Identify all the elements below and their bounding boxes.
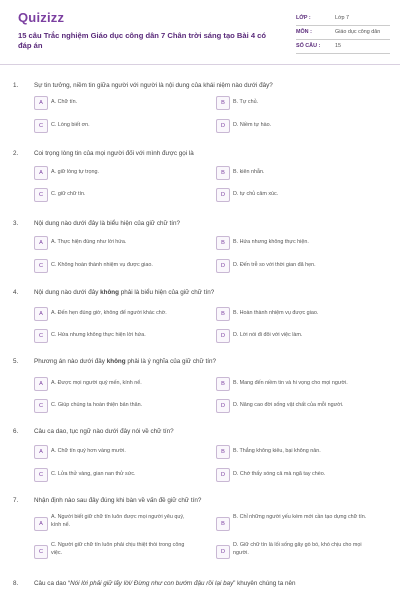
question-text-end: phải là biểu hiện của giữ chữ tín? (119, 289, 215, 296)
option-text: A. Thực hiện đúng như lời hứa. (51, 239, 127, 245)
question-text: Câu ca dao, tục ngữ nào dưới đây nói về chữ tín? (34, 428, 174, 435)
option-text: C. Không hoàn thành nhiệm vụ được giao. (51, 262, 153, 268)
question-text (34, 289, 384, 296)
option-text: C. Giúp chúng ta hoàn thiện bản thân. (51, 402, 143, 408)
option-text: A. Đến hẹn đúng giờ, không để người khác chờ. (51, 310, 167, 316)
option-text: B. Thắng không kiêu, bại không nản. (233, 448, 321, 454)
option-letter-box: D (216, 329, 230, 343)
option-text: B. Hứa nhưng không thực hiện. (233, 239, 309, 245)
option-text: C. Lòng biết ơn. (51, 122, 90, 128)
option-text: B. Tự chủ. (233, 99, 259, 105)
option-letter-box: A (34, 377, 48, 391)
option-text: B. Hoàn thành nhiệm vụ được giao. (233, 310, 319, 316)
option-letter-box: C (34, 329, 48, 343)
document-title: 15 câu Trắc nghiệm Giáo dục công dân 7 Chân trời sáng tạo Bài 4 có đáp án (18, 31, 267, 50)
question-number: 4. (13, 289, 19, 296)
option-text: D. Chớ thấy sóng cả mà ngã tay chèo. (233, 471, 326, 477)
question-number: 3. (13, 220, 19, 227)
question-text-start: Nội dung nào dưới đây (34, 289, 101, 296)
option-letter-box: A (34, 517, 48, 531)
option-text: D. Niềm tự hào. (233, 122, 272, 128)
option-letter-box: C (34, 545, 48, 559)
option-letter-box: C (34, 188, 48, 202)
option-text: B. Chỉ những người yếu kém mới cần tạo dựng chữ tín. (233, 514, 367, 520)
option-text: D. Nâng cao đời sống vật chất của mỗi người. (233, 402, 344, 408)
option-letter-box: B (216, 96, 230, 110)
question-number: 6. (13, 428, 19, 435)
option-text: A. Chữ tín. (51, 99, 78, 105)
question-text-emphasis: không (106, 358, 126, 365)
option-letter-box: C (34, 119, 48, 133)
option-text: A. Chữ tín quý hơn vàng mười. (51, 448, 126, 454)
question-text: Nội dung nào dưới đây là biểu hiện của giữ chữ tín? (34, 220, 180, 227)
question-number: 5. (13, 358, 19, 365)
option-letter-box: C (34, 399, 48, 413)
option-text: C. Hứa nhưng không thực hiện lời hứa. (51, 332, 146, 338)
option-letter-box: B (216, 377, 230, 391)
option-letter-box: B (216, 517, 230, 531)
question-text-emphasis: không (100, 289, 119, 296)
option-text: A. Người biết giữ chữ tín luôn được mọi người yêu quý, kính nể. (51, 514, 185, 528)
quizizz-logo: Quizizz (18, 10, 65, 25)
header (0, 0, 400, 62)
question-number: 2. (13, 150, 19, 157)
option-letter-box: C (34, 259, 48, 273)
question-number: 8. (13, 580, 19, 587)
option-text: D. Lời nói đi đôi với việc làm. (233, 332, 303, 338)
option-text: C. Người giữ chữ tín luôn phải chịu thiệt thòi trong công việc. (51, 542, 185, 556)
question-text: Sự tin tưởng, niềm tin giữa người với người là nội dung của khái niệm nào dưới đây? (34, 82, 273, 89)
meta-key: MÔN : (296, 29, 312, 35)
option-letter-box: B (216, 166, 230, 180)
option-letter-box: B (216, 236, 230, 250)
option-letter-box: A (34, 445, 48, 459)
option-letter-box: A (34, 166, 48, 180)
meta-value: Lớp 7 (335, 15, 350, 21)
option-letter-box: B (216, 307, 230, 321)
question-text-end: ” khuyên chúng ta nên (233, 580, 296, 587)
option-letter-box: D (216, 119, 230, 133)
question-text (34, 580, 384, 587)
option-letter-box: C (34, 468, 48, 482)
option-letter-box: B (216, 445, 230, 459)
header-divider (0, 64, 400, 65)
option-text: C. Lửa thử vàng, gian nan thử sức. (51, 471, 136, 477)
option-letter-box: A (34, 236, 48, 250)
option-text: D. Giữ chữ tín là lối sống gây gò bó, khó chịu cho mọi người. (233, 542, 362, 556)
option-letter-box: A (34, 307, 48, 321)
meta-value: Giáo dục công dân (335, 29, 381, 35)
meta-value: 15 (335, 43, 341, 49)
option-letter-box: D (216, 259, 230, 273)
meta-row-subject (296, 26, 390, 40)
question-text-start: Phương án nào dưới đây (34, 358, 107, 365)
question-number: 1. (13, 82, 19, 89)
question-number: 7. (13, 497, 19, 504)
meta-row-count (296, 40, 390, 54)
option-text: B. Mang đến niềm tin và hi vọng cho mọi người. (233, 380, 348, 386)
option-text: C. giữ chữ tín. (51, 191, 86, 197)
meta-row-class (296, 12, 390, 26)
option-text: A. giữ lòng tự trọng. (51, 169, 99, 175)
question-text: Coi trọng lòng tin của mọi người đối với mình được gọi là (34, 150, 194, 157)
question-text-start: Câu ca dao “ (34, 580, 71, 587)
option-text: D. tự chủ cảm xúc. (233, 191, 279, 197)
question-text (34, 358, 384, 365)
meta-key: SỐ CÂU : (296, 43, 321, 49)
option-text: B. kiên nhẫn. (233, 169, 265, 175)
option-text: D. Đến trễ so với thời gian đã hẹn. (233, 262, 316, 268)
option-letter-box: A (34, 96, 48, 110)
option-letter-box: D (216, 468, 230, 482)
question-text-end: phải là ý nghĩa của giữ chữ tín? (125, 358, 216, 365)
option-letter-box: D (216, 399, 230, 413)
meta-key: LỚP : (296, 15, 311, 21)
question-text: Nhận định nào sau đây đúng khi bàn về vấn đề giữ chữ tín? (34, 497, 202, 504)
option-letter-box: D (216, 545, 230, 559)
question-text-quote: Nói lời phải giữ lấy lời/ Đừng như con bướm đậu rồi lại bay (70, 580, 234, 587)
option-letter-box: D (216, 188, 230, 202)
meta-table (296, 12, 390, 54)
option-text: A. Được mọi người quý mến, kính nể. (51, 380, 142, 386)
